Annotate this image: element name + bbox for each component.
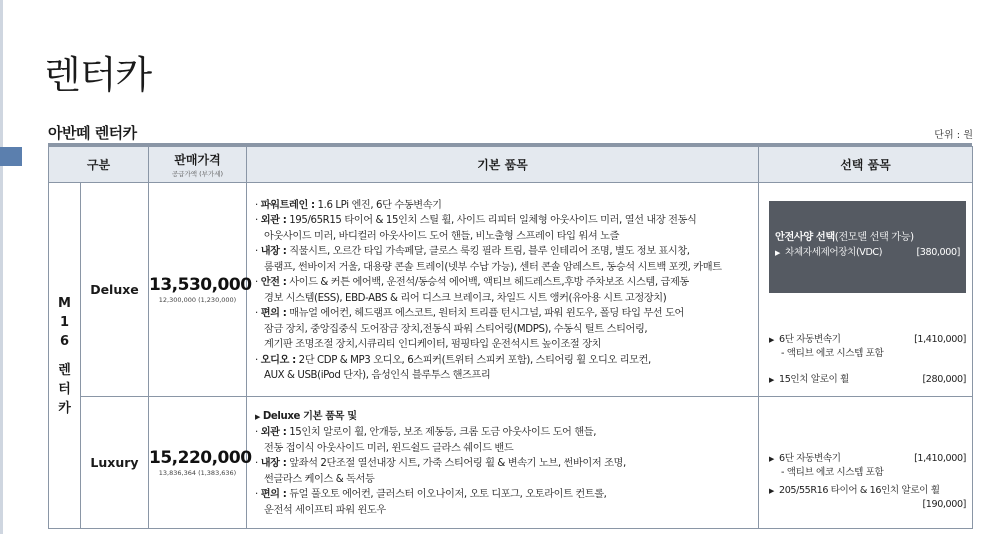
option-item	[769, 373, 966, 387]
header-price-sub: 공급가액 (부가세)	[171, 170, 224, 178]
basic-line: · 외관 : 195/65R15 타이어 & 15인치 스틸 휠, 사이드 리피터 일체형 아웃사이드 미러, 열선 내장 전동식	[255, 215, 697, 226]
option-price: [280,000]	[922, 373, 966, 385]
model-char: 터	[58, 381, 71, 397]
basic-line: 계기판 조명조절 장치,시큐리티 인디케이터, 펌핑타입 운전석시트 높이조절 장치	[264, 339, 602, 350]
basic-line: · 오디오 : 2단 CDP & MP3 오디오, 6스피커(트위터 스피커 포함), 스티어링 휠 오디오 리모컨,	[255, 354, 651, 366]
option-price: [190,000]	[922, 498, 966, 510]
price-deluxe-sub: 12,300,000 (1,230,000)	[158, 296, 237, 304]
options-deluxe	[759, 183, 973, 397]
table-header-row	[49, 147, 973, 183]
basic-line: 운전석 세이프티 파워 윈도우	[264, 504, 386, 516]
basic-line: 아웃사이드 미러, 바디컬러 아웃사이드 도어 핸들, 비노출형 스프레이 타입 워셔 노즐	[264, 230, 620, 242]
triangle-bullet-icon: ▶	[769, 375, 774, 384]
options-luxury	[759, 397, 973, 529]
page-title: 렌터카	[44, 53, 152, 97]
basic-line: 잠금 장치, 중앙집중식 도어잠금 장치,전동식 파워 스티어링(MDPS), 수동식 틸트 스티어링,	[264, 323, 648, 335]
basic-line: · 내장 : 앞좌석 2단조절 열선내장 시트, 가죽 스티어링 휠 & 변속기 노브, 썬바이저 조명,	[255, 458, 626, 470]
table-row-deluxe	[49, 183, 973, 397]
basic-line: · 외관 : 15인치 알로이 휠, 안개등, 보조 제동등, 크롬 도금 아웃사이드 도어 핸들,	[255, 427, 597, 439]
basic-line: AUX & USB(iPod 단자), 음성인식 블루투스 핸즈프리	[264, 370, 491, 381]
basic-line: · 파워트레인 : 1.6 LPi 엔진, 6단 수동변속기	[255, 199, 442, 211]
section-title: 아반떼 렌터카	[48, 124, 137, 142]
basic-line: ▶ Deluxe 기본 품목 및	[255, 410, 357, 422]
model-cell	[49, 183, 81, 529]
option-item	[769, 484, 966, 512]
model-char: 6	[59, 333, 70, 349]
option-name: 6단 자동변속기	[779, 452, 841, 464]
option-item	[769, 333, 966, 361]
safety-option-row	[775, 246, 960, 260]
basic-line: · 편의 : 듀얼 풀오토 에어컨, 클러스터 이오나이저, 오토 디포그, 오토라이트 컨트롤,	[255, 489, 607, 501]
safety-option-item: 차체자세제어장치(VDC)	[785, 246, 883, 258]
option-price: [1,410,000]	[914, 452, 966, 464]
model-char: 카	[58, 400, 71, 416]
safety-option-price: [380,000]	[916, 246, 960, 258]
basic-line: 전동 접이식 아웃사이드 미러, 윈드쉴드 글라스 쉐이드 밴드	[264, 442, 514, 454]
basic-deluxe-list	[255, 196, 752, 384]
price-deluxe	[149, 183, 252, 397]
option-sub: - 액티브 에코 시스템 포함	[781, 347, 884, 359]
safety-option-title: 안전사양 선택(전모델 선택 가능)	[775, 231, 914, 243]
model-char: 1	[59, 314, 70, 330]
header-options: 선택 품목	[759, 147, 973, 183]
triangle-bullet-icon: ▶	[769, 486, 774, 495]
option-item	[769, 452, 966, 480]
triangle-bullet-icon: ▶	[769, 454, 774, 463]
option-name: 15인치 알로이 휠	[779, 373, 849, 385]
basic-line: · 내장 : 직물시트, 오르간 타입 가속페달, 클로스 룩킹 필라 트림, 블루 인테리어 조명, 별도 정보 표시창,	[255, 246, 690, 257]
safety-option-box	[769, 201, 966, 293]
left-edge-rule	[0, 0, 3, 534]
price-deluxe-main: 13,530,000	[149, 275, 252, 295]
triangle-bullet-icon: ▶	[769, 335, 774, 344]
basic-line: · 편의 : 매뉴얼 에어컨, 헤드램프 에스코트, 원터치 트리플 턴시그널, 파워 윈도우, 폴딩 타입 무선 도어	[255, 308, 684, 319]
model-char: 렌	[58, 362, 71, 378]
header-basic: 기본 품목	[247, 147, 759, 183]
option-name: 205/55R16 타이어 & 16인치 알로이 휠	[779, 484, 940, 496]
basic-line: 룸램프, 썬바이저 거울, 대용량 콘솔 트레이(넷부 수납 가능), 센터 콘솔 암레스트, 동승석 시트백 포켓, 카매트	[264, 261, 722, 273]
price-luxury	[149, 397, 252, 529]
price-luxury-sub: 13,836,364 (1,383,636)	[158, 469, 237, 477]
side-tab-marker	[0, 147, 22, 166]
header-category: 구분	[49, 147, 149, 183]
model-gap	[49, 351, 80, 361]
header-price-label: 판매가격	[174, 153, 221, 167]
basic-line: 썬글라스 케이스 & 독서등	[264, 473, 375, 485]
model-char: M	[58, 295, 71, 311]
trim-luxury: Luxury	[81, 397, 149, 529]
basic-luxury	[247, 397, 759, 529]
basic-luxury-list	[255, 407, 752, 519]
basic-deluxe	[247, 183, 759, 397]
unit-label: 단위 : 원	[934, 130, 973, 141]
option-price: [1,410,000]	[914, 333, 966, 345]
basic-line: · 안전 : 사이드 & 커튼 에어백, 운전석/동승석 에어백, 액티브 헤드레스트,후방 주차보조 시스템, 급제동	[255, 277, 689, 288]
price-table	[48, 146, 973, 529]
basic-line: 경보 시스템(ESS), EBD-ABS & 리어 디스크 브레이크, 차일드 시트 앵커(유아용 시트 고정장치)	[264, 292, 667, 304]
option-sub: - 액티브 에코 시스템 포함	[781, 466, 884, 478]
price-luxury-main: 15,220,000	[149, 448, 252, 468]
triangle-bullet-icon: ▶	[775, 248, 780, 257]
header-price	[149, 147, 247, 183]
trim-deluxe: Deluxe	[81, 183, 149, 397]
table-row-luxury	[49, 397, 973, 529]
option-name: 6단 자동변속기	[779, 333, 841, 345]
